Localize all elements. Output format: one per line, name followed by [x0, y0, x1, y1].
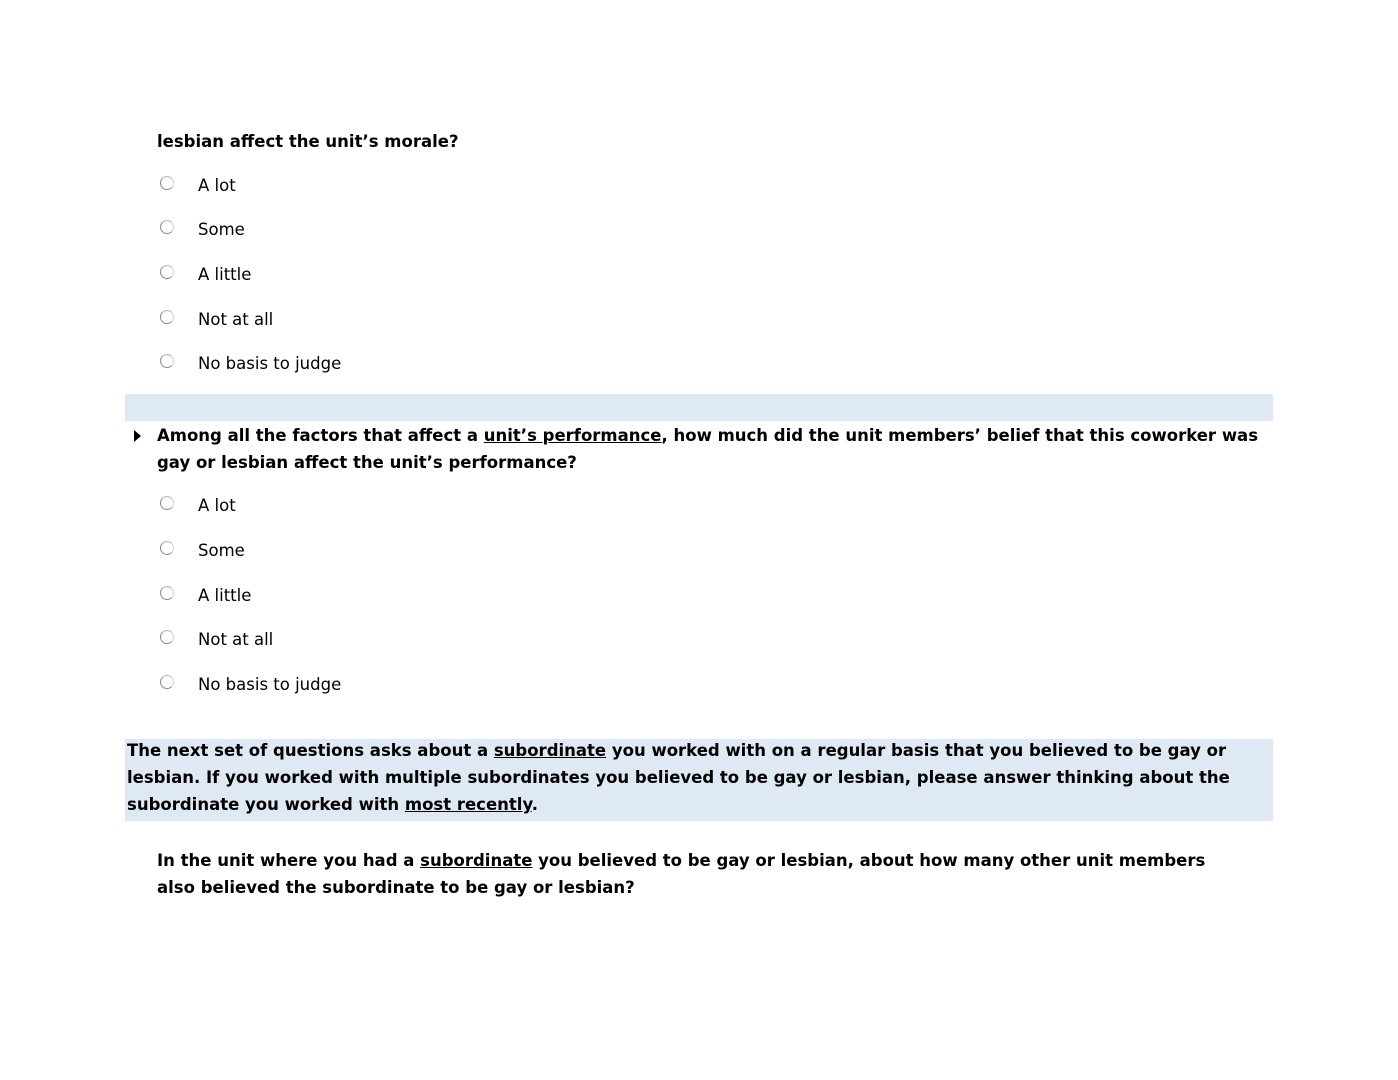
morale-option-some[interactable] [160, 218, 245, 242]
radio-icon[interactable] [160, 176, 174, 190]
option-label: A lot [198, 496, 236, 515]
option-label: A little [198, 586, 252, 605]
question-text-part: In the unit where you had a [157, 851, 421, 870]
performance-option-a-lot[interactable] [160, 494, 236, 518]
option-label: A lot [198, 176, 236, 195]
question-subordinate-text [157, 847, 1227, 901]
morale-option-a-little[interactable] [160, 263, 251, 287]
radio-icon[interactable] [160, 265, 174, 279]
intro-text-emphasis: subordinate [493, 741, 607, 760]
radio-icon[interactable] [160, 586, 174, 600]
question-text-emphasis: unit’s performance [483, 426, 662, 445]
performance-option-some[interactable] [160, 539, 245, 563]
morale-option-not-at-all[interactable] [160, 308, 273, 332]
radio-icon[interactable] [160, 630, 174, 644]
option-label: No basis to judge [198, 354, 342, 373]
morale-option-no-basis[interactable] [160, 352, 341, 376]
radio-icon[interactable] [160, 310, 174, 324]
option-label: Some [198, 541, 245, 560]
radio-icon[interactable] [160, 675, 174, 689]
intro-text-part: you worked with on a regular basis that you believed to be gay or lesbian. If you worked with multiple subordinates you believed to be gay or lesbian, please answer thinking about the subordinate you worked with [127, 741, 1230, 814]
section-divider-band [125, 394, 1273, 421]
question-morale-text: lesbian affect the unit’s morale? [157, 132, 459, 151]
question-text-part: you believed to be gay or lesbian, about how many other unit members also believed the subordinate to be gay or lesbian? [157, 851, 1206, 897]
radio-icon[interactable] [160, 541, 174, 555]
option-label: Some [198, 220, 245, 239]
performance-option-a-little[interactable] [160, 584, 251, 608]
question-text-emphasis: subordinate [420, 851, 533, 870]
option-label: Not at all [198, 310, 274, 329]
option-label: A little [198, 265, 252, 284]
option-label: Not at all [198, 630, 274, 649]
expand-triangle-icon[interactable] [134, 430, 141, 442]
question-performance-text [157, 422, 1277, 476]
intro-text-emphasis: most recently [404, 795, 532, 814]
question-text-part: Among all the factors that affect a [157, 426, 484, 445]
question-text-part: , how much did the unit members’ belief that this coworker was gay or lesbian affect the unit’s performance? [157, 426, 1259, 472]
option-label: No basis to judge [198, 675, 342, 694]
radio-icon[interactable] [160, 354, 174, 368]
performance-option-not-at-all[interactable] [160, 628, 273, 652]
section-intro-text [127, 737, 1273, 818]
intro-text-part: . [531, 795, 538, 814]
morale-option-a-lot[interactable] [160, 174, 236, 198]
radio-icon[interactable] [160, 496, 174, 510]
performance-option-no-basis[interactable] [160, 673, 341, 697]
radio-icon[interactable] [160, 220, 174, 234]
intro-text-part: The next set of questions asks about a [127, 741, 494, 760]
